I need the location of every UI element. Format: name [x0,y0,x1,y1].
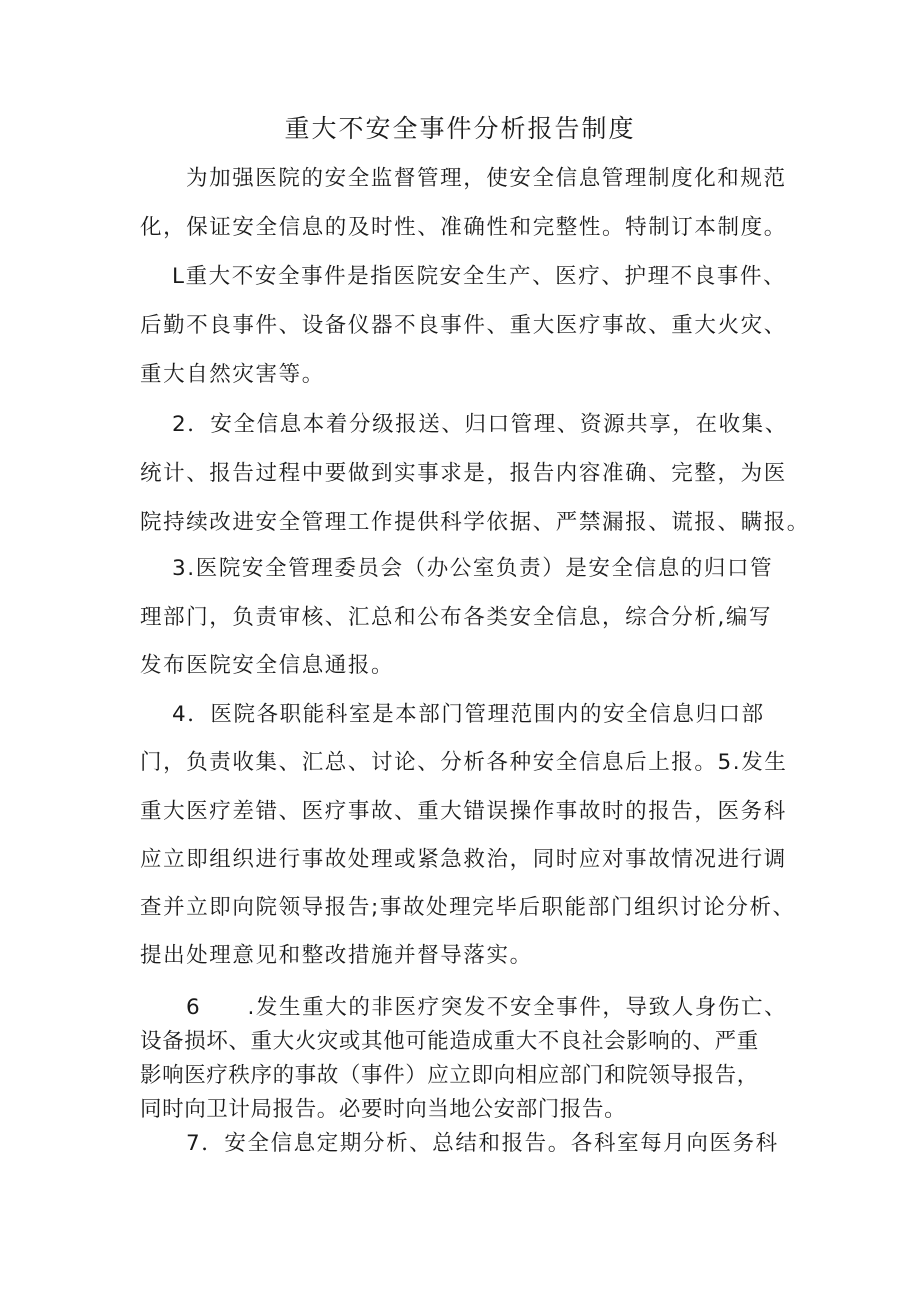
paragraph-line: 重大医疗差错、医疗事故、重大错误操作事故时的报告，医务科 [140,799,787,824]
paragraph-line: L重大不安全事件是指医院安全生产、医疗、护理不良事件、 [172,264,787,289]
paragraph-line: 4．医院各职能科室是本部门管理范围内的安全信息归口部 [172,702,765,727]
paragraph-line: 7．安全信息定期分析、总结和报告。各科室每月向医务科 [186,1131,779,1156]
document-title: 重大不安全事件分析报告制度 [284,114,636,143]
paragraph-line: 设备损坏、重大火灾或其他可能造成重大不良社会影响的、严重 [140,1029,759,1054]
paragraph-line: 统计、报告过程中要做到实事求是，报告内容准确、完整，为医 [140,461,787,486]
paragraph-line: 后勤不良事件、设备仪器不良事件、重大医疗事故、重大火灾、 [140,313,787,338]
paragraph-line: 发布医院安全信息通报。 [140,653,395,678]
paragraph-line: 应立即组织进行事故处理或紧急救治，同时应对事故情况进行调 [140,847,787,872]
paragraph-line: 化，保证安全信息的及时性、准确性和完整性。特制订本制度。 [140,215,787,240]
paragraph-line: 6 .发生重大的非医疗突发不安全事件，导致人身伤亡、 [186,995,788,1020]
paragraph-line: 为加强医院的安全监督管理，使安全信息管理制度化和规范 [186,166,787,191]
paragraph-line: 提出处理意见和整改措施并督导落实。 [140,943,533,968]
paragraph-line: 重大自然灾害等。 [140,362,325,387]
paragraph-line: 3.医院安全管理委员会（办公室负责）是安全信息的归口管 [172,556,774,581]
paragraph-line: 门，负责收集、汇总、讨论、分析各种安全信息后上报。5.发生 [140,750,788,775]
paragraph-line: 同时向卫计局报告。必要时向当地公安部门报告。 [140,1097,627,1122]
paragraph-line: 影响医疗秩序的事故（事件）应立即向相应部门和院领导报告， [140,1063,759,1088]
paragraph-line: 理部门，负责审核、汇总和公布各类安全信息，综合分析,编写 [140,605,773,630]
paragraph-line: 查并立即向院领导报告;事故处理完毕后职能部门组织讨论分析、 [140,895,796,920]
paragraph-line: 院持续改进安全管理工作提供科学依据、严禁漏报、谎报、瞒报。 [140,510,810,535]
paragraph-line: 2．安全信息本着分级报送、归口管理、资源共享，在收集、 [172,412,788,437]
